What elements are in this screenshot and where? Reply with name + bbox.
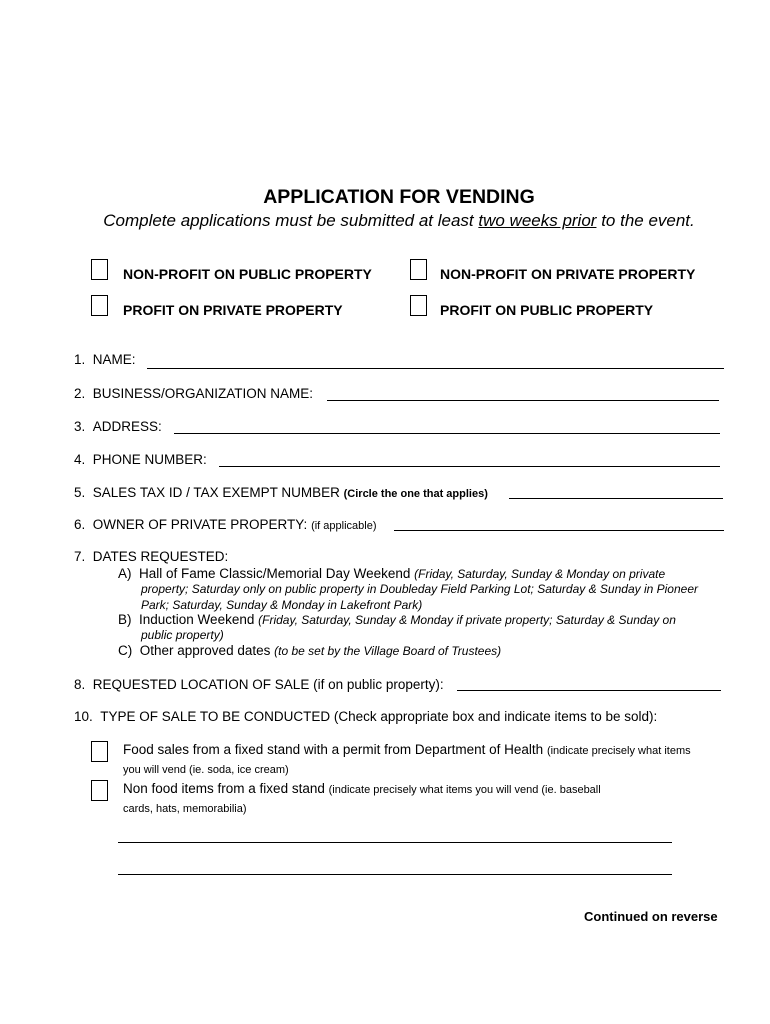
- option-letter: B): [118, 612, 132, 627]
- tax-input-line[interactable]: [509, 498, 723, 499]
- field-label: TYPE OF SALE TO BE CONDUCTED (Check appropriate box and indicate items to be sold):: [100, 709, 658, 724]
- phone-input-line[interactable]: [219, 466, 720, 467]
- checkbox-profit-public[interactable]: [410, 295, 427, 316]
- date-option-b: [118, 612, 676, 627]
- checkbox-non-food[interactable]: [91, 780, 108, 801]
- option-name: Induction Weekend: [139, 612, 255, 627]
- name-input-line[interactable]: [147, 368, 724, 369]
- option-note: (indicate precisely what items you will vend (ie. baseball: [328, 784, 601, 796]
- subtitle-text: Complete applications must be submitted at least: [103, 211, 479, 230]
- label-nonprofit-public: NON-PROFIT ON PUBLIC PROPERTY: [123, 266, 372, 282]
- field-number: 3.: [74, 419, 86, 434]
- checkbox-nonprofit-public[interactable]: [91, 259, 108, 280]
- checkbox-profit-private[interactable]: [91, 295, 108, 316]
- date-option-a: [118, 566, 665, 581]
- field-note: (if applicable): [311, 520, 377, 532]
- field-business-label: [74, 386, 313, 401]
- option-name: Hall of Fame Classic/Memorial Day Weekend: [139, 566, 411, 581]
- field-owner-label: [74, 517, 377, 532]
- field-number: 7.: [74, 549, 86, 564]
- field-phone-label: [74, 452, 207, 467]
- label-nonprofit-private: NON-PROFIT ON PRIVATE PROPERTY: [440, 266, 696, 282]
- field-label: BUSINESS/ORGANIZATION NAME:: [92, 386, 314, 401]
- checkbox-nonprofit-private[interactable]: [410, 259, 427, 280]
- option-detail: (Friday, Saturday, Sunday & Monday if private property; Saturday & Sunday on: [258, 613, 676, 627]
- subtitle-underlined-text: two weeks prior: [478, 211, 597, 230]
- field-address-label: [74, 419, 162, 434]
- field-label: REQUESTED LOCATION OF SALE (if on public property):: [92, 677, 444, 692]
- field-number: 2.: [74, 386, 86, 401]
- option-detail-line: property; Saturday only on public property in Doubleday Field Parking Lot; Saturday & Sunday in Pioneer: [141, 582, 698, 596]
- date-option-a-detail: [141, 582, 698, 613]
- field-note: (Circle the one that applies): [343, 488, 488, 500]
- field-dates-label: [74, 549, 228, 564]
- form-title: APPLICATION FOR VENDING: [263, 186, 535, 208]
- date-option-b-detail: [141, 628, 224, 644]
- field-label: NAME:: [92, 352, 136, 367]
- option-detail: (Friday, Saturday, Sunday & Monday on private: [414, 567, 666, 581]
- field-number: 6.: [74, 517, 86, 532]
- option-letter: A): [118, 566, 132, 581]
- field-label: SALES TAX ID / TAX EXEMPT NUMBER: [92, 485, 340, 500]
- label-profit-private: PROFIT ON PRIVATE PROPERTY: [123, 302, 343, 318]
- business-input-line[interactable]: [327, 400, 719, 401]
- option-note: you will vend (ie. soda, ice cream): [123, 764, 289, 776]
- field-name-label: [74, 352, 136, 367]
- field-sale-type-label: [74, 709, 657, 724]
- owner-input-line[interactable]: [394, 530, 724, 531]
- food-sales-text: [123, 741, 691, 779]
- non-food-text: [123, 780, 601, 818]
- option-detail: (to be set by the Village Board of Trustees): [274, 644, 502, 658]
- field-number: 10.: [74, 709, 93, 724]
- option-note: (indicate precisely what items: [546, 745, 691, 757]
- field-number: 1.: [74, 352, 86, 367]
- option-detail-line: Park; Saturday, Sunday & Monday in Lakefront Park): [141, 597, 423, 612]
- field-label: DATES REQUESTED:: [92, 549, 229, 564]
- form-subtitle: [0, 211, 770, 231]
- items-input-line[interactable]: [118, 842, 672, 843]
- items-input-line[interactable]: [118, 874, 672, 875]
- option-main: Food sales from a fixed stand with a permit from Department of Health: [123, 742, 544, 757]
- field-number: 5.: [74, 485, 86, 500]
- subtitle-text-end: to the event.: [596, 211, 695, 230]
- option-letter: C): [118, 643, 133, 658]
- location-input-line[interactable]: [457, 690, 721, 691]
- address-input-line[interactable]: [174, 433, 720, 434]
- checkbox-food-sales[interactable]: [91, 741, 108, 762]
- continued-note: Continued on reverse: [584, 909, 718, 924]
- option-name: Other approved dates: [139, 643, 271, 658]
- field-location-label: [74, 677, 444, 692]
- field-label: PHONE NUMBER:: [92, 452, 207, 467]
- label-profit-public: PROFIT ON PUBLIC PROPERTY: [440, 302, 654, 318]
- option-main: Non food items from a fixed stand: [123, 781, 325, 796]
- field-number: 4.: [74, 452, 86, 467]
- field-label: OWNER OF PRIVATE PROPERTY:: [92, 517, 308, 532]
- option-note: cards, hats, memorabilia): [123, 803, 247, 815]
- field-number: 8.: [74, 677, 86, 692]
- date-option-c: [118, 643, 501, 658]
- option-detail-line: public property): [141, 628, 224, 642]
- field-label: ADDRESS:: [92, 419, 162, 434]
- field-tax-label: [74, 485, 488, 500]
